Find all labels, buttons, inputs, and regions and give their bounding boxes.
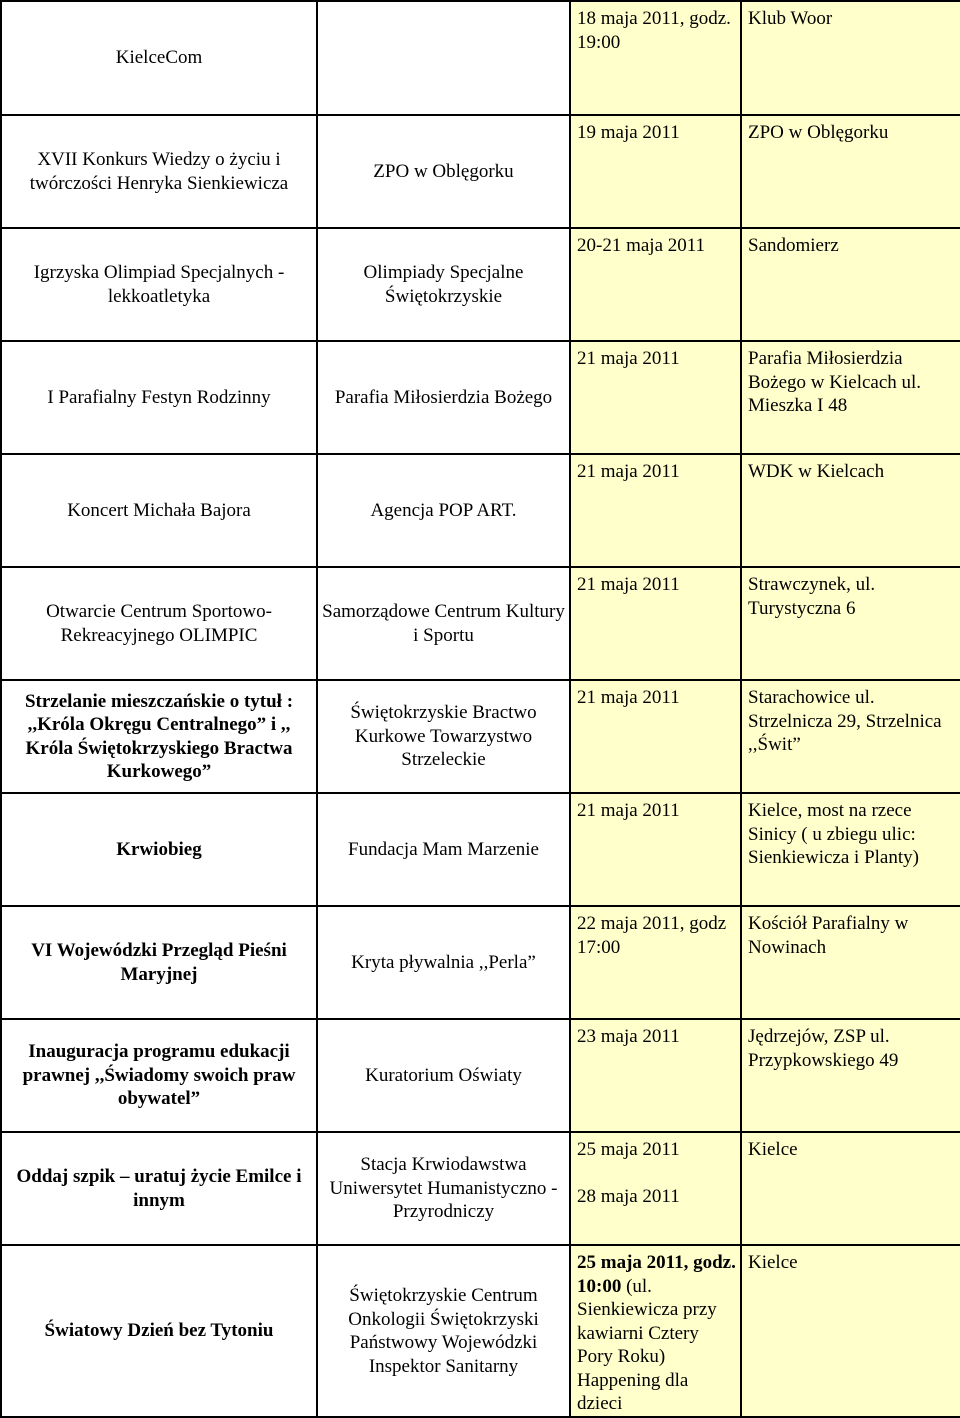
table-row <box>1 115 960 228</box>
table-row <box>1 793 960 906</box>
event-name: Oddaj szpik – uratuj życie Emilce i innym <box>1 1132 317 1245</box>
event-location: Jędrzejów, ZSP ul. Przypkowskiego 49 <box>741 1019 960 1132</box>
table-row <box>1 906 960 1019</box>
table-row <box>1 567 960 680</box>
event-date: 21 maja 2011 <box>570 793 741 906</box>
table-row <box>1 1245 960 1417</box>
event-location: Strawczynek, ul. Turystyczna 6 <box>741 567 960 680</box>
event-organizer: Kuratorium Oświaty <box>317 1019 570 1132</box>
event-date: 21 maja 2011 <box>570 567 741 680</box>
event-name: Światowy Dzień bez Tytoniu <box>1 1245 317 1417</box>
event-organizer: Parafia Miłosierdzia Bożego <box>317 341 570 454</box>
table-row <box>1 1132 960 1245</box>
event-name: VI Wojewódzki Przegląd Pieśni Maryjnej <box>1 906 317 1019</box>
event-date: 21 maja 2011 <box>570 341 741 454</box>
table-row <box>1 228 960 341</box>
event-organizer: Olimpiady Specjalne Świętokrzyskie <box>317 228 570 341</box>
event-location: WDK w Kielcach <box>741 454 960 567</box>
event-date-start: 25 maja 2011 <box>577 1139 680 1160</box>
event-dates <box>570 1132 741 1245</box>
event-location: ZPO w Oblęgorku <box>741 115 960 228</box>
event-organizer: ZPO w Oblęgorku <box>317 115 570 228</box>
event-location: Kielce <box>741 1132 960 1245</box>
event-date <box>570 1245 741 1417</box>
event-date-details: (ul. Sienkiewicza przy kawiarni Cztery Pory Roku) Happening dla dzieci <box>577 1275 717 1414</box>
event-date: 20-21 maja 2011 <box>570 228 741 341</box>
event-location: Kościół Parafialny w Nowinach <box>741 906 960 1019</box>
event-name: Igrzyska Olimpiad Specjalnych - lekkoatletyka <box>1 228 317 341</box>
event-name: Inauguracja programu edukacji prawnej ,,Świadomy swoich praw obywatel” <box>1 1019 317 1132</box>
event-organizer <box>317 1 570 115</box>
event-location: Sandomierz <box>741 228 960 341</box>
event-date-bold: 25 maja 2011, godz. 10:00 <box>577 1252 736 1297</box>
event-name: Otwarcie Centrum Sportowo-Rekreacyjnego OLIMPIC <box>1 567 317 680</box>
event-location: Klub Woor <box>741 1 960 115</box>
table-row <box>1 1 960 115</box>
event-name: Koncert Michała Bajora <box>1 454 317 567</box>
event-organizer: Agencja POP ART. <box>317 454 570 567</box>
event-organizer: Fundacja Mam Marzenie <box>317 793 570 906</box>
event-date: 18 maja 2011, godz. 19:00 <box>570 1 741 115</box>
event-date: 22 maja 2011, godz 17:00 <box>570 906 741 1019</box>
event-date: 19 maja 2011 <box>570 115 741 228</box>
table-row <box>1 680 960 793</box>
event-name: Strzelanie mieszczańskie o tytuł : ,,Króla Okręgu Centralnego” i ,, Króla Świętokrzyskiego Bractwa Kurkowego” <box>1 680 317 793</box>
event-date: 23 maja 2011 <box>570 1019 741 1132</box>
event-location: Kielce, most na rzece Sinicy ( u zbiegu ulic: Sienkiewicza i Planty) <box>741 793 960 906</box>
table-row <box>1 454 960 567</box>
event-location: Kielce <box>741 1245 960 1417</box>
event-organizer: Kryta pływalnia ,,Perla” <box>317 906 570 1019</box>
event-name: KielceCom <box>1 1 317 115</box>
event-organizer: Stacja Krwiodawstwa Uniwersytet Humanistyczno - Przyrodniczy <box>317 1132 570 1245</box>
event-name: XVII Konkurs Wiedzy o życiu i twórczości Henryka Sienkiewicza <box>1 115 317 228</box>
table-row <box>1 341 960 454</box>
table-row <box>1 1019 960 1132</box>
event-organizer: Samorządowe Centrum Kultury i Sportu <box>317 567 570 680</box>
event-location: Parafia Miłosierdzia Bożego w Kielcach ul. Mieszka I 48 <box>741 341 960 454</box>
event-name: I Parafialny Festyn Rodzinny <box>1 341 317 454</box>
event-name: Krwiobieg <box>1 793 317 906</box>
event-date-end: 28 maja 2011 <box>577 1185 680 1207</box>
event-organizer: Świętokrzyskie Centrum Onkologii Świętokrzyski Państwowy Wojewódzki Inspektor Sanitarny <box>317 1245 570 1417</box>
event-date: 21 maja 2011 <box>570 680 741 793</box>
event-date: 21 maja 2011 <box>570 454 741 567</box>
event-organizer: Świętokrzyskie Bractwo Kurkowe Towarzystwo Strzeleckie <box>317 680 570 793</box>
event-location: Starachowice ul. Strzelnicza 29, Strzelnica ,,Świt” <box>741 680 960 793</box>
